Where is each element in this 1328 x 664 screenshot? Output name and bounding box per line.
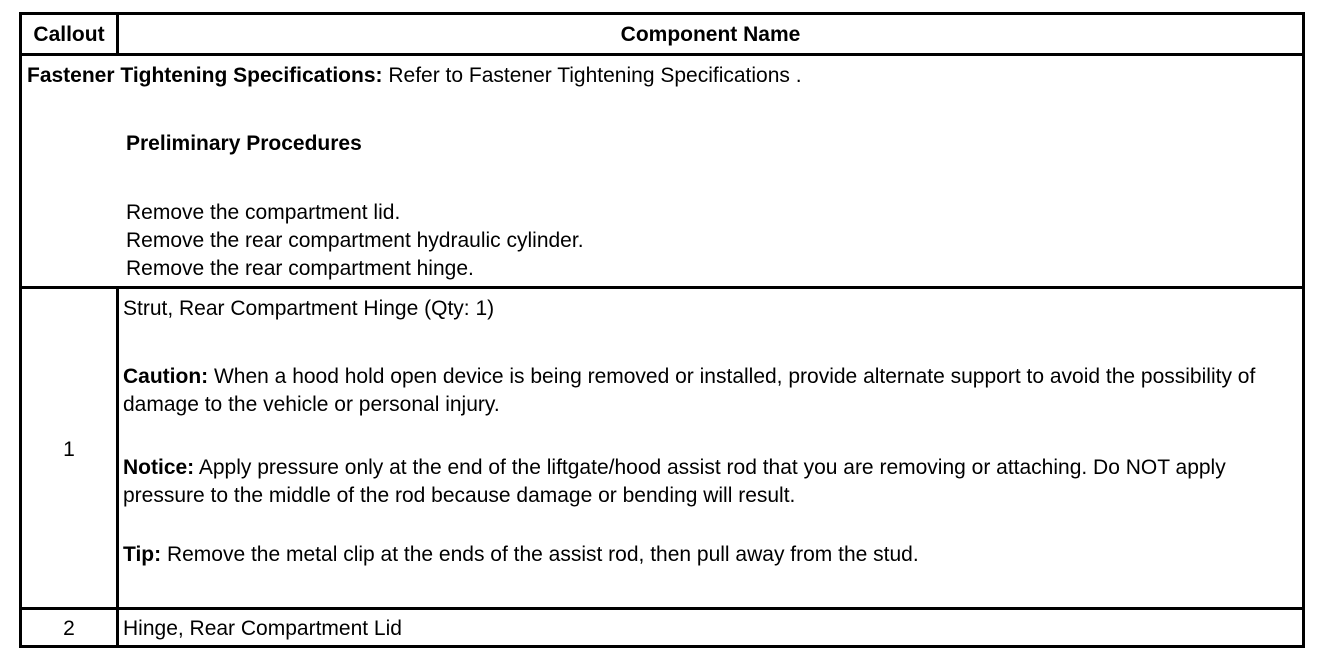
fastener-spec-line bbox=[27, 62, 802, 90]
component-name-1: Strut, Rear Compartment Hinge (Qty: 1) bbox=[123, 297, 495, 320]
tip-text: Remove the metal clip at the ends of the assist rod, then pull away from the stud. bbox=[161, 543, 919, 566]
callout-number-1: 1 bbox=[63, 438, 75, 461]
tip-paragraph bbox=[123, 541, 1288, 569]
row2-divider bbox=[116, 607, 119, 645]
preliminary-procedures-title: Preliminary Procedures bbox=[126, 132, 362, 155]
caution-label: Caution: bbox=[123, 365, 209, 388]
tip-label: Tip: bbox=[123, 543, 162, 566]
caution-paragraph bbox=[123, 363, 1288, 419]
section-rule-1 bbox=[22, 286, 1302, 289]
component-name-2: Hinge, Rear Compartment Lid bbox=[123, 617, 402, 640]
preliminary-step: Remove the compartment lid. bbox=[126, 201, 401, 224]
caution-text: When a hood hold open device is being removed or installed, provide alternate support to avoid the possibility of damage to the vehicle or personal injury. bbox=[123, 365, 1256, 416]
header-bottom-rule bbox=[22, 53, 1302, 56]
header-callout: Callout bbox=[33, 23, 105, 46]
preliminary-steps bbox=[126, 199, 584, 283]
notice-label: Notice: bbox=[123, 456, 195, 479]
fastener-spec-label: Fastener Tightening Specifications: bbox=[27, 64, 383, 87]
header-divider bbox=[116, 15, 119, 53]
procedure-table bbox=[19, 12, 1305, 648]
notice-paragraph bbox=[123, 454, 1288, 510]
fastener-spec-text: Refer to Fastener Tightening Specifications . bbox=[382, 64, 802, 87]
preliminary-step: Remove the rear compartment hydraulic cylinder. bbox=[126, 229, 584, 252]
notice-text: Apply pressure only at the end of the liftgate/hood assist rod that you are removing or attaching. Do NOT apply pressure to the middle of the rod because damage or bending will result. bbox=[123, 456, 1226, 507]
row1-divider bbox=[116, 286, 119, 607]
callout-number-2: 2 bbox=[63, 617, 75, 640]
header-component-name: Component Name bbox=[620, 23, 801, 46]
section-rule-2 bbox=[22, 607, 1302, 610]
preliminary-step: Remove the rear compartment hinge. bbox=[126, 257, 474, 280]
